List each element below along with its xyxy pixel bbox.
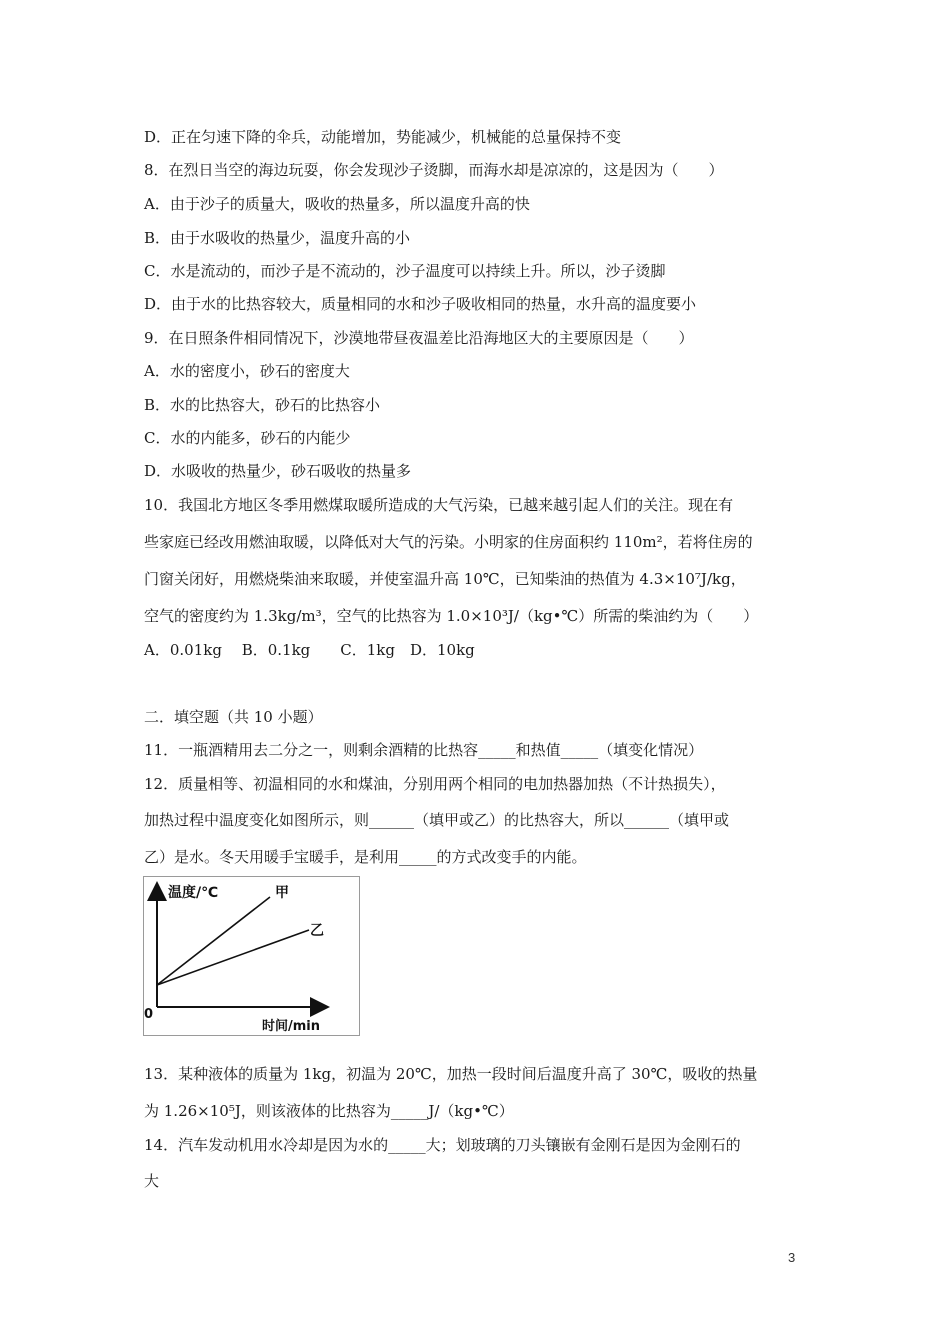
q9-stem: 9．在日照条件相同情况下，沙漠地带昼夜温差比沿海地区大的主要原因是（ ）	[144, 329, 694, 347]
q7-option-d: D．正在匀速下降的伞兵，动能增加，势能减少，机械能的总量保持不变	[144, 128, 622, 146]
line-jia	[157, 897, 270, 985]
q10-options: A．0.01kg B．0.1kg C．1kg D．10kg	[144, 641, 475, 659]
q9-option-a: A．水的密度小，砂石的密度大	[144, 362, 350, 380]
section-title-fill-blank: 二．填空题（共 10 小题）	[144, 708, 323, 726]
q13-line-2: 为 1.26×10⁵J，则该液体的比热容为_____J/（kg•℃）	[144, 1102, 514, 1120]
q12-line-2: 加热过程中温度变化如图所示，则______（填甲或乙）的比热容大，所以______（填甲或	[144, 811, 730, 829]
x-axis-label: 时间/min	[262, 1019, 321, 1034]
q10-line-3: 门窗关闭好，用燃烧柴油来取暖，并使室温升高 10℃，已知柴油的热值为 4.3×10⁷J/kg，	[144, 570, 746, 588]
q13-line-1: 13．某种液体的质量为 1kg，初温为 20℃，加热一段时间后温度升高了 30℃，吸收的热量	[144, 1065, 758, 1083]
q8-option-b: B．由于水吸收的热量少，温度升高的小	[144, 229, 411, 247]
page-number: 3	[788, 1250, 796, 1265]
q14-line-2: 大	[144, 1172, 160, 1190]
q8-stem: 8．在烈日当空的海边玩耍，你会发现沙子烫脚，而海水却是凉凉的，这是因为（ ）	[144, 161, 724, 179]
line-yi	[157, 930, 309, 985]
line-jia-label: 甲	[275, 885, 289, 901]
line-yi-label: 乙	[310, 923, 324, 939]
q9-option-d: D．水吸收的热量少，砂石吸收的热量多	[144, 462, 412, 480]
origin-label: 0	[144, 1007, 154, 1022]
y-axis-label: 温度/℃	[168, 885, 219, 901]
q8-option-c: C．水是流动的，而沙子是不流动的，沙子温度可以持续上升。所以，沙子烫脚	[144, 262, 666, 280]
q10-line-4: 空气的密度约为 1.3kg/m³，空气的比热容为 1.0×10³J/（kg•℃）所需的柴油约为（ ）	[144, 607, 759, 625]
graph-svg	[144, 877, 359, 1035]
q8-option-a: A．由于沙子的质量大，吸收的热量多，所以温度升高的快	[144, 195, 530, 213]
q10-line-2: 些家庭已经改用燃油取暖，以降低对大气的污染。小明家的住房面积约 110m²，若将住房的	[144, 533, 753, 551]
q12-line-3: 乙）是水。冬天用暖手宝暖手，是利用_____的方式改变手的内能。	[144, 848, 587, 866]
q8-option-d: D．由于水的比热容较大，质量相同的水和沙子吸收相同的热量，水升高的温度要小	[144, 295, 697, 313]
temperature-time-graph	[143, 876, 360, 1036]
q10-line-1: 10．我国北方地区冬季用燃煤取暖所造成的大气污染，已越来越引起人们的关注。现在有	[144, 496, 734, 514]
q11-text: 11．一瓶酒精用去二分之一，则剩余酒精的比热容_____和热值_____（填变化情况）	[144, 741, 704, 759]
q12-line-1: 12．质量相等、初温相同的水和煤油，分别用两个相同的电加热器加热（不计热损失），	[144, 775, 726, 793]
q9-option-c: C．水的内能多，砂石的内能少	[144, 429, 351, 447]
q9-option-b: B．水的比热容大，砂石的比热容小	[144, 396, 381, 414]
q14-line-1: 14．汽车发动机用水冷却是因为水的_____大；划玻璃的刀头镶嵌有金刚石是因为金刚石的	[144, 1136, 741, 1154]
